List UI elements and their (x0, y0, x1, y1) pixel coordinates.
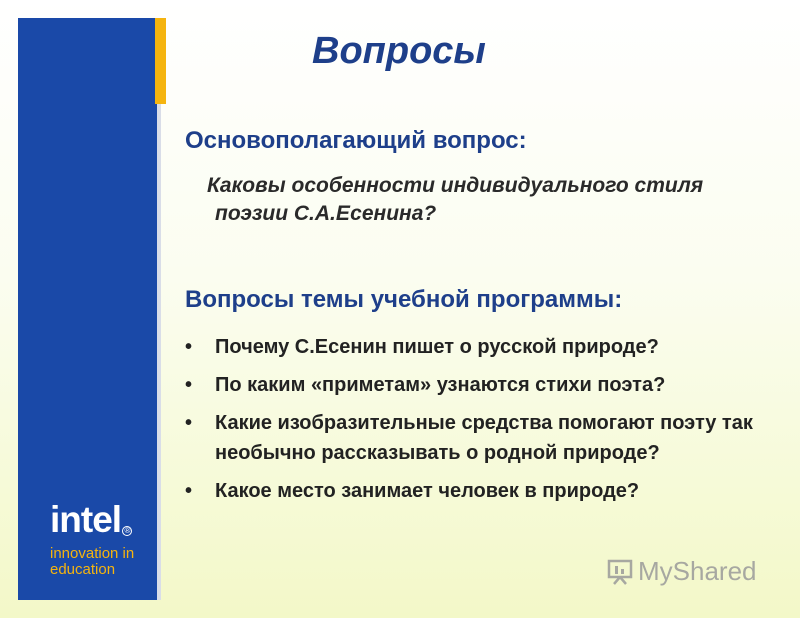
presentation-icon (606, 558, 634, 586)
essential-question: Каковы особенности индивидуального стиля поэзии С.А.Есенина? (207, 174, 704, 225)
list-item: • Почему С.Есенин пишет о русской природе? (185, 332, 775, 362)
registered-mark: ® (122, 526, 132, 536)
slide-title: Вопросы (312, 30, 486, 72)
list-item: • Какие изобразительные средства помогают поэту так необычно рассказывать о родной природе? (185, 408, 775, 468)
bullet: • (185, 412, 193, 434)
intel-logo-word: intel ® (50, 500, 134, 540)
essential-heading: Основополагающий вопрос: (185, 127, 527, 154)
list-item: • По каким «приметам» узнаются стихи поэта? (185, 370, 775, 400)
unit-question-list (185, 332, 775, 514)
bullet: • (185, 374, 193, 396)
list-item: • Какое место занимает человек в природе? (185, 476, 775, 506)
bullet: • (185, 480, 193, 502)
intel-logo (50, 500, 134, 578)
tagline-line-2: education (50, 561, 116, 578)
accent-bar (155, 18, 166, 104)
tagline-line-1: innovation in (50, 545, 135, 562)
bullet: • (185, 336, 193, 358)
watermark-text: MyShared (638, 556, 757, 586)
logo-tagline (50, 546, 134, 578)
unit-heading: Вопросы темы учебной программы: (185, 286, 623, 313)
sidebar-edge (157, 18, 161, 600)
watermark (606, 556, 757, 587)
